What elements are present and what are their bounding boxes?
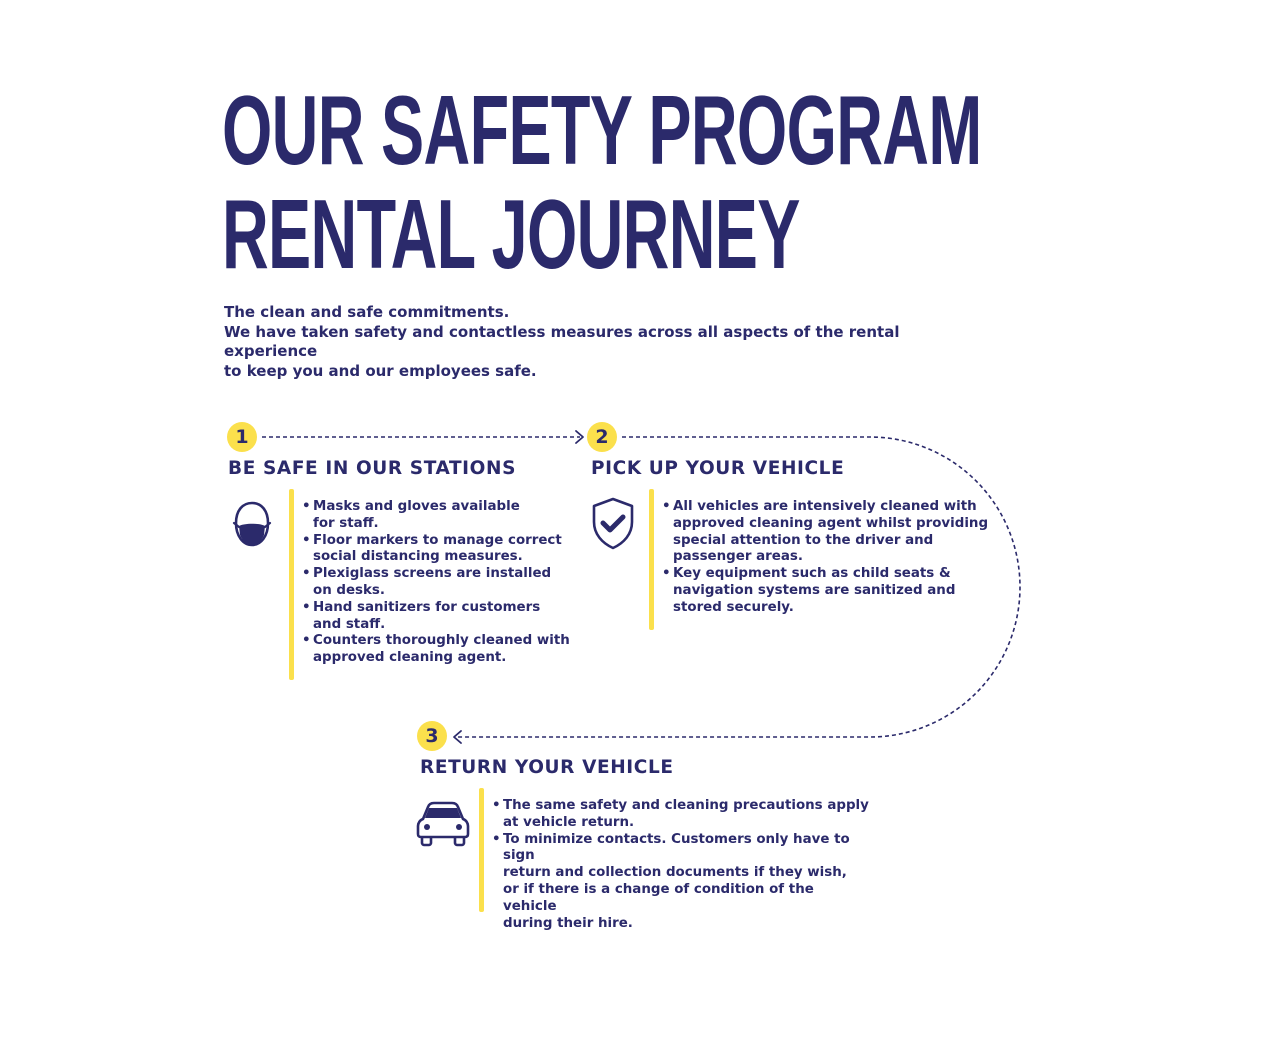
step-2-divider bbox=[649, 489, 654, 630]
shield-check-icon bbox=[589, 496, 637, 556]
list-item: • Key equipment such as child seats & navigation systems are sanitized and stored securely. bbox=[662, 566, 992, 616]
list-item: • The same safety and cleaning precautions apply at vehicle return. bbox=[492, 798, 872, 832]
list-item: • To minimize contacts. Customers only have to sign return and collection documents if they wish, or if there is a change of condition of the vehicle during their hire. bbox=[492, 832, 872, 933]
step-2-bullets bbox=[662, 499, 992, 617]
list-item: • Floor markers to manage correct social distancing measures. bbox=[302, 533, 572, 567]
step-1-heading: BE SAFE IN OUR STATIONS bbox=[228, 458, 517, 479]
intro-line-2: We have taken safety and contactless measures across all aspects of the rental experience bbox=[224, 322, 900, 360]
step-2-badge: 2 bbox=[587, 422, 617, 452]
car-icon bbox=[416, 801, 470, 851]
list-item: • Masks and gloves available for staff. bbox=[302, 499, 572, 533]
step-1-divider bbox=[289, 489, 294, 680]
list-item: • Hand sanitizers for customers and staff. bbox=[302, 600, 572, 634]
step-1-badge: 1 bbox=[227, 422, 257, 452]
step-2-heading: PICK UP YOUR VEHICLE bbox=[591, 458, 845, 479]
step-3-bullets bbox=[492, 798, 872, 932]
intro-line-3: to keep you and our employees safe. bbox=[224, 361, 537, 380]
title-line-1: OUR SAFETY PROGRAM bbox=[222, 75, 982, 185]
list-item: • All vehicles are intensively cleaned with approved cleaning agent whilst providing special attention to the driver and passenger areas. bbox=[662, 499, 992, 566]
title-line-2: RENTAL JOURNEY bbox=[222, 179, 800, 289]
face-mask-icon bbox=[230, 499, 274, 555]
list-item: • Plexiglass screens are installed on desks. bbox=[302, 566, 572, 600]
step-3-divider bbox=[479, 788, 484, 912]
step-1-bullets bbox=[302, 499, 572, 667]
list-item: • Counters thoroughly cleaned with approved cleaning agent. bbox=[302, 633, 572, 667]
step-3-badge: 3 bbox=[417, 721, 447, 751]
intro-line-1: The clean and safe commitments. bbox=[224, 303, 510, 321]
step-3-heading: RETURN YOUR VEHICLE bbox=[420, 757, 674, 778]
